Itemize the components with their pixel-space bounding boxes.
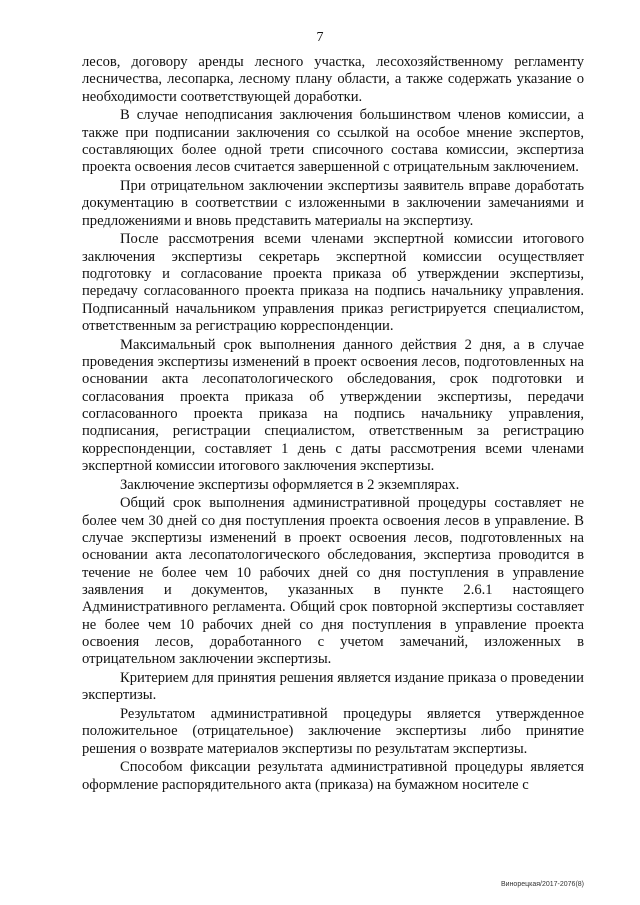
footer-document-code: Винорецкая/2017-2076(8)	[500, 881, 584, 888]
paragraph-4: После рассмотрения всеми членами экспертной комиссии итогового заключения экспертизы секретарь экспертной комиссии осуществляет подготовку и согласование проекта приказа об утверждении экспертизы, передачу согласованного проекта приказа на подпись начальнику управления. Подписанный начальником управления приказ регистрируется специалистом, ответственным за регистрацию корреспонденции.	[82, 231, 584, 334]
paragraph-10: Способом фиксации результата административной процедуры является оформление распорядительного акта (приказа) на бумажном носителе с	[82, 759, 584, 793]
paragraph-9: Результатом административной процедуры является утвержденное положительное (отрицательное) заключение экспертизы либо принятие решения о возврате материалов экспертизы по результатам экспертизы.	[82, 705, 584, 757]
paragraph-5: Максимальный срок выполнения данного действия 2 дня, а в случае проведения экспертизы изменений в проект освоения лесов, подготовленных на основании акта лесопатологического обследования, срок подготовки и согласования проекта приказа об утверждении экспертизы, передачи согласованного проекта приказа на подпись начальнику управления, подписания, регистрации специалистом, ответственным за регистрацию корреспонденции, составляет 1 день с даты рассмотрения всеми членами экспертной комиссии итогового заключения экспертизы.	[82, 336, 584, 474]
paragraph-7: Общий срок выполнения административной процедуры составляет не более чем 30 дней со дня поступления проекта освоения лесов в управление. В случае экспертизы изменений в проект освоения лесов, подготовленных на основании акта лесопатологического обследования, экспертиза проводится в течение не более чем 10 рабочих дней со дня поступления в управление заявления и документов, указанных в пункте 2.6.1 настоящего Административного регламента. Общий срок повторной экспертизы составляет не более чем 10 рабочих дней со дня поступления в управление проекта освоения лесов, доработанного с учетом замечаний, изложенных в отрицательном заключении экспертизы.	[82, 495, 584, 668]
paragraph-1: лесов, договору аренды лесного участка, лесохозяйственному регламенту лесничества, лесопарка, лесному плану области, а также содержать указание о необходимости соответствующей доработки.	[82, 54, 584, 105]
page-number: 7	[316, 30, 324, 45]
paragraph-6: Заключение экспертизы оформляется в 2 экземплярах.	[120, 476, 460, 493]
document-body	[82, 54, 584, 794]
paragraph-8: Критерием для принятия решения является издание приказа о проведении экспертизы.	[82, 669, 584, 704]
paragraph-3: При отрицательном заключении экспертизы заявитель вправе доработать документацию в соответствии с изложенными в заключении замечаниями и предложениями и вновь представить материалы на экспертизу.	[82, 178, 584, 229]
paragraph-2: В случае неподписания заключения большинством членов комиссии, а также при подписании заключения со ссылкой на особое мнение экспертов, составляющих более одной трети списочного состава комиссии, экспертиза проекта освоения лесов считается завершенной с отрицательным заключением.	[82, 107, 584, 176]
